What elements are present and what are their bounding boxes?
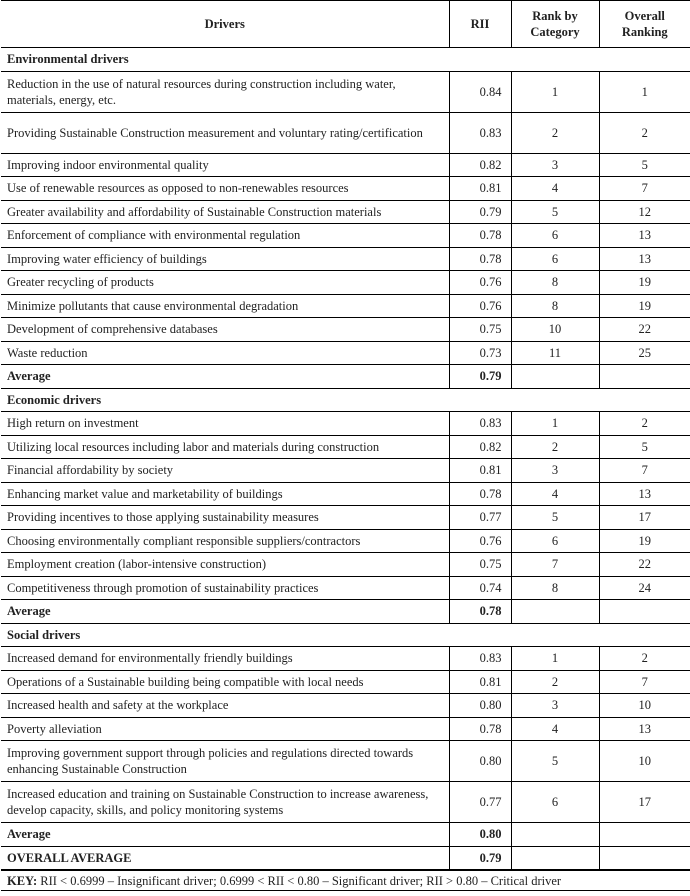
rank-category-cell: 2 xyxy=(511,670,599,694)
table-row xyxy=(1,506,690,530)
rank-category-cell: 7 xyxy=(511,553,599,577)
driver-cell: Increased health and safety at the workplace xyxy=(1,694,449,718)
rank-category-cell: 1 xyxy=(511,412,599,436)
category-row xyxy=(1,388,690,412)
drivers-table xyxy=(1,0,690,870)
table-row xyxy=(1,553,690,577)
table-row xyxy=(1,694,690,718)
driver-cell: Greater availability and affordability of Sustainable Construction materials xyxy=(1,200,449,224)
overall-average-value: 0.79 xyxy=(449,846,511,870)
empty-cell xyxy=(511,600,599,624)
rii-cell: 0.76 xyxy=(449,529,511,553)
overall-ranking-cell: 25 xyxy=(599,341,690,365)
table-row xyxy=(1,318,690,342)
overall-ranking-cell: 12 xyxy=(599,200,690,224)
category-row xyxy=(1,623,690,647)
table-row xyxy=(1,271,690,295)
overall-ranking-cell: 13 xyxy=(599,247,690,271)
table-row xyxy=(1,294,690,318)
driver-cell: Development of comprehensive databases xyxy=(1,318,449,342)
overall-average-label: OVERALL AVERAGE xyxy=(1,846,449,870)
driver-cell: Competitiveness through promotion of sustainability practices xyxy=(1,576,449,600)
overall-ranking-cell: 5 xyxy=(599,435,690,459)
rii-cell: 0.81 xyxy=(449,459,511,483)
average-value: 0.80 xyxy=(449,823,511,847)
driver-cell: High return on investment xyxy=(1,412,449,436)
empty-cell xyxy=(511,365,599,389)
overall-average-row xyxy=(1,846,690,870)
empty-cell xyxy=(599,365,690,389)
overall-ranking-cell: 13 xyxy=(599,482,690,506)
driver-cell: Employment creation (labor-intensive construction) xyxy=(1,553,449,577)
overall-ranking-cell: 17 xyxy=(599,782,690,823)
driver-cell: Enforcement of compliance with environmental regulation xyxy=(1,224,449,248)
rii-cell: 0.83 xyxy=(449,647,511,671)
driver-cell: Improving water efficiency of buildings xyxy=(1,247,449,271)
rank-category-cell: 8 xyxy=(511,271,599,295)
rii-cell: 0.73 xyxy=(449,341,511,365)
table-row xyxy=(1,112,690,153)
overall-ranking-cell: 10 xyxy=(599,741,690,782)
empty-cell xyxy=(599,846,690,870)
average-value: 0.78 xyxy=(449,600,511,624)
header-drivers: Drivers xyxy=(1,1,449,48)
rii-cell: 0.80 xyxy=(449,694,511,718)
rii-cell: 0.79 xyxy=(449,200,511,224)
table-row xyxy=(1,247,690,271)
driver-cell: Enhancing market value and marketability of buildings xyxy=(1,482,449,506)
rank-category-cell: 3 xyxy=(511,459,599,483)
driver-cell: Waste reduction xyxy=(1,341,449,365)
rii-cell: 0.81 xyxy=(449,670,511,694)
table-row xyxy=(1,482,690,506)
category-title: Social drivers xyxy=(1,623,690,647)
driver-cell: Increased education and training on Sustainable Construction to increase awareness, develop capacity, skills, and policy monitoring systems xyxy=(1,782,449,823)
overall-ranking-cell: 2 xyxy=(599,412,690,436)
driver-cell: Financial affordability by society xyxy=(1,459,449,483)
rii-cell: 0.74 xyxy=(449,576,511,600)
overall-ranking-cell: 13 xyxy=(599,717,690,741)
rank-category-cell: 2 xyxy=(511,112,599,153)
rank-category-cell: 6 xyxy=(511,224,599,248)
overall-ranking-cell: 7 xyxy=(599,670,690,694)
key-legend xyxy=(1,870,690,891)
table-row xyxy=(1,717,690,741)
average-label: Average xyxy=(1,600,449,624)
driver-cell: Increased demand for environmentally friendly buildings xyxy=(1,647,449,671)
empty-cell xyxy=(599,600,690,624)
overall-ranking-cell: 13 xyxy=(599,224,690,248)
overall-ranking-cell: 10 xyxy=(599,694,690,718)
empty-cell xyxy=(511,846,599,870)
table-row xyxy=(1,529,690,553)
table-row xyxy=(1,647,690,671)
table-row xyxy=(1,459,690,483)
overall-ranking-cell: 7 xyxy=(599,177,690,201)
overall-ranking-cell: 22 xyxy=(599,318,690,342)
table-row xyxy=(1,224,690,248)
rii-cell: 0.75 xyxy=(449,553,511,577)
rank-category-cell: 1 xyxy=(511,647,599,671)
average-row xyxy=(1,823,690,847)
overall-ranking-cell: 19 xyxy=(599,529,690,553)
rank-category-cell: 6 xyxy=(511,247,599,271)
key-text: RII < 0.6999 – Insignificant driver; 0.6999 < RII < 0.80 – Significant driver; RII > 0.80 – Critical driver xyxy=(40,874,562,888)
key-label: KEY: xyxy=(7,874,38,888)
driver-cell: Poverty alleviation xyxy=(1,717,449,741)
driver-cell: Minimize pollutants that cause environmental degradation xyxy=(1,294,449,318)
table-row xyxy=(1,741,690,782)
rank-category-cell: 5 xyxy=(511,200,599,224)
table-row xyxy=(1,177,690,201)
average-row xyxy=(1,600,690,624)
category-row xyxy=(1,48,690,72)
average-value: 0.79 xyxy=(449,365,511,389)
table-row xyxy=(1,71,690,112)
overall-ranking-cell: 19 xyxy=(599,271,690,295)
overall-ranking-cell: 22 xyxy=(599,553,690,577)
rank-category-cell: 1 xyxy=(511,71,599,112)
rii-cell: 0.83 xyxy=(449,412,511,436)
rii-cell: 0.81 xyxy=(449,177,511,201)
header-rii: RII xyxy=(449,1,511,48)
table-row xyxy=(1,153,690,177)
overall-ranking-cell: 2 xyxy=(599,647,690,671)
driver-cell: Operations of a Sustainable building being compatible with local needs xyxy=(1,670,449,694)
driver-cell: Greater recycling of products xyxy=(1,271,449,295)
rii-cell: 0.82 xyxy=(449,153,511,177)
table-row xyxy=(1,412,690,436)
table-row xyxy=(1,670,690,694)
rii-cell: 0.78 xyxy=(449,717,511,741)
rank-category-cell: 4 xyxy=(511,177,599,201)
table-row xyxy=(1,341,690,365)
empty-cell xyxy=(511,823,599,847)
rank-category-cell: 2 xyxy=(511,435,599,459)
table-header-row xyxy=(1,1,690,48)
rank-category-cell: 11 xyxy=(511,341,599,365)
rii-cell: 0.77 xyxy=(449,506,511,530)
driver-cell: Utilizing local resources including labor and materials during construction xyxy=(1,435,449,459)
category-title: Environmental drivers xyxy=(1,48,690,72)
driver-cell: Improving indoor environmental quality xyxy=(1,153,449,177)
rank-category-cell: 5 xyxy=(511,506,599,530)
overall-ranking-cell: 2 xyxy=(599,112,690,153)
overall-ranking-cell: 24 xyxy=(599,576,690,600)
overall-ranking-cell: 7 xyxy=(599,459,690,483)
rank-category-cell: 5 xyxy=(511,741,599,782)
overall-ranking-cell: 19 xyxy=(599,294,690,318)
overall-ranking-cell: 17 xyxy=(599,506,690,530)
table-row xyxy=(1,200,690,224)
driver-cell: Providing incentives to those applying sustainability measures xyxy=(1,506,449,530)
rank-category-cell: 10 xyxy=(511,318,599,342)
header-overall-ranking: Overall Ranking xyxy=(599,1,690,48)
overall-ranking-cell: 5 xyxy=(599,153,690,177)
rank-category-cell: 3 xyxy=(511,694,599,718)
driver-cell: Use of renewable resources as opposed to non-renewables resources xyxy=(1,177,449,201)
rii-cell: 0.78 xyxy=(449,224,511,248)
rii-cell: 0.75 xyxy=(449,318,511,342)
table-body xyxy=(1,48,690,870)
rii-cell: 0.82 xyxy=(449,435,511,459)
rii-cell: 0.77 xyxy=(449,782,511,823)
rii-cell: 0.78 xyxy=(449,247,511,271)
rii-cell: 0.78 xyxy=(449,482,511,506)
overall-ranking-cell: 1 xyxy=(599,71,690,112)
rank-category-cell: 3 xyxy=(511,153,599,177)
average-label: Average xyxy=(1,365,449,389)
driver-cell: Providing Sustainable Construction measurement and voluntary rating/certification xyxy=(1,112,449,153)
rii-cell: 0.76 xyxy=(449,294,511,318)
rii-cell: 0.76 xyxy=(449,271,511,295)
rii-cell: 0.83 xyxy=(449,112,511,153)
rank-category-cell: 8 xyxy=(511,294,599,318)
table-row xyxy=(1,576,690,600)
rank-category-cell: 6 xyxy=(511,529,599,553)
average-row xyxy=(1,365,690,389)
rank-category-cell: 8 xyxy=(511,576,599,600)
rii-cell: 0.84 xyxy=(449,71,511,112)
rank-category-cell: 4 xyxy=(511,717,599,741)
rank-category-cell: 4 xyxy=(511,482,599,506)
driver-cell: Reduction in the use of natural resources during construction including water, materials, energy, etc. xyxy=(1,71,449,112)
driver-cell: Improving government support through policies and regulations directed towards enhancing Sustainable Construction xyxy=(1,741,449,782)
header-rank-category: Rank by Category xyxy=(511,1,599,48)
driver-cell: Choosing environmentally compliant responsible suppliers/contractors xyxy=(1,529,449,553)
table-row xyxy=(1,782,690,823)
table-row xyxy=(1,435,690,459)
rii-cell: 0.80 xyxy=(449,741,511,782)
category-title: Economic drivers xyxy=(1,388,690,412)
rank-category-cell: 6 xyxy=(511,782,599,823)
average-label: Average xyxy=(1,823,449,847)
empty-cell xyxy=(599,823,690,847)
